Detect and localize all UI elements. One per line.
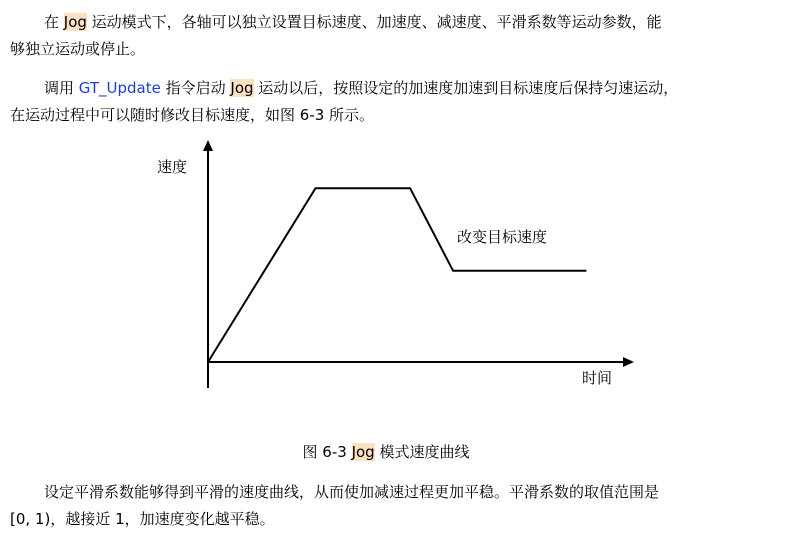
jog-term: Jog [63, 13, 87, 31]
x-axis-label: 时间 [582, 369, 613, 387]
smoothing-paragraph [10, 479, 780, 533]
caption-rest: 模式速度曲线 [374, 443, 470, 461]
intro-rest: 运动模式下，各轴可以独立设置目标速度、加速度、减速度、平滑系数等运动参数，能 [86, 13, 662, 31]
jog-term: Jog [230, 79, 254, 97]
caption-prefix: 图 6-3 [302, 443, 352, 461]
usage-rest: 运动以后，按照设定的加速度加速到目标速度后保持匀速运动， [253, 79, 679, 97]
intro-prefix: 在 [44, 13, 64, 31]
jog-term: Jog [351, 443, 375, 461]
x-axis-arrowhead [623, 357, 634, 367]
y-axis-arrowhead [203, 140, 213, 151]
y-axis-label: 速度 [157, 158, 188, 176]
intro-line-2: 够独立运动或停止。 [10, 40, 146, 58]
figure-caption [0, 440, 786, 464]
smoothing-line-1: 设定平滑系数能够得到平滑的速度曲线，从而使加减速过程更加平稳。平滑系数的取值范围是 [44, 483, 660, 501]
usage-mid: 指令启动 [160, 79, 231, 97]
smoothing-line-2: [0, 1)，越接近 1，加速度变化越平稳。 [10, 510, 275, 528]
velocity-curve-line [208, 188, 586, 362]
usage-prefix: 调用 [44, 79, 79, 97]
usage-line-2: 在运动过程中可以随时修改目标速度，如图 6-3 所示。 [10, 106, 375, 124]
gt-update-link[interactable]: GT_Update [78, 79, 161, 97]
target-change-annotation: 改变目标速度 [457, 228, 548, 246]
